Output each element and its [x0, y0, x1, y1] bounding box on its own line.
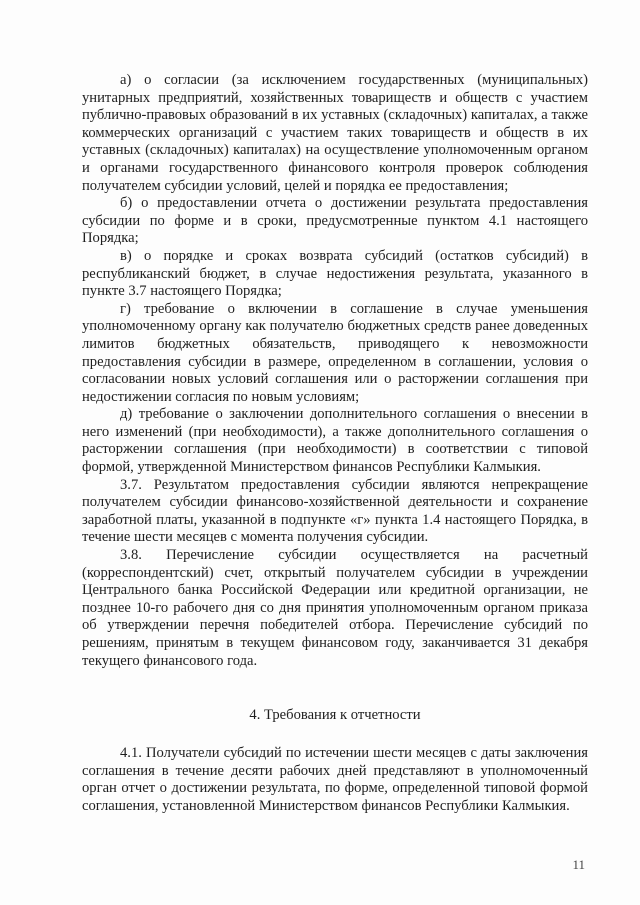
paragraph-g: г) требование о включении в соглашение в случае уменьшения уполномоченному органу как получателю бюджетных средств ранее доведенных лимитов бюджетных обязательств, приводящего к невозможности предоставления субсидии в размере, определенном в соглашении, условия о согласовании новых условий соглашения или о расторжении соглашения при недостижении согласия по новым условиям; [82, 300, 588, 405]
paragraph-4-1: 4.1. Получатели субсидий по истечении шести месяцев с даты заключения соглашения в течение десяти рабочих дней представляют в уполномоченный орган отчет о достижении результата, по форме, определенной типовой формой соглашения, установленной Министерством финансов Республики Калмыкия. [82, 745, 588, 814]
text-block-top [82, 72, 588, 670]
paragraph-3-7: 3.7. Результатом предоставления субсидии являются непрекращение получателем субсидии финансово-хозяйственной деятельности и сохранение заработной платы, указанной в подпункте «г» пункта 1.4 настоящего Порядка, в течение шести месяцев с момента получения субсидии. [82, 476, 588, 546]
paragraph-v: в) о порядке и сроках возврата субсидий (остатков субсидий) в республиканский бюджет, в случае недостижения результата, указанного в пункте 3.7 настоящего Порядка; [82, 247, 588, 300]
section-heading: 4. Требования к отчетности [249, 707, 421, 723]
text-block-bottom [82, 745, 588, 815]
paragraph-d: д) требование о заключении дополнительного соглашения о внесении в него изменений (при необходимости), а также дополнительного соглашения о расторжении соглашения (при необходимости) в соответствии с типовой формой, утвержденной Министерством финансов Республики Калмыкия. [82, 406, 588, 476]
page-number: 11 [572, 857, 585, 872]
paragraph-b: б) о предоставлении отчета о достижении результата предоставления субсидии по форме и в сроки, предусмотренные пунктом 4.1 настоящего Порядка; [82, 195, 588, 247]
paragraph-3-8: 3.8. Перечисление субсидии осуществляется на расчетный (корреспондентский) счет, открытый получателем субсидии в учреждении Центрального банка Российской Федерации или кредитной организации, не позднее 10-го рабочего дня со дня принятия уполномоченным органом приказа об утверждении перечня победителей отбора. Перечисление субсидий по решениям, принятым в текущем финансовом году, заканчивается 31 декабря текущего финансового года. [82, 547, 588, 669]
paragraph-a: а) о согласии (за исключением государственных (муниципальных) унитарных предприятий, хозяйственных товариществ и обществ с участием публично-правовых образований в их уставных (складочных) капиталах, а также коммерческих организаций с участием таких товариществ и обществ в их уставных (складочных) капиталах) на осуществление уполномоченным органом и органами государственного финансового контроля проверок соблюдения получателем субсидии условий, целей и порядка ее предоставления; [82, 72, 588, 194]
